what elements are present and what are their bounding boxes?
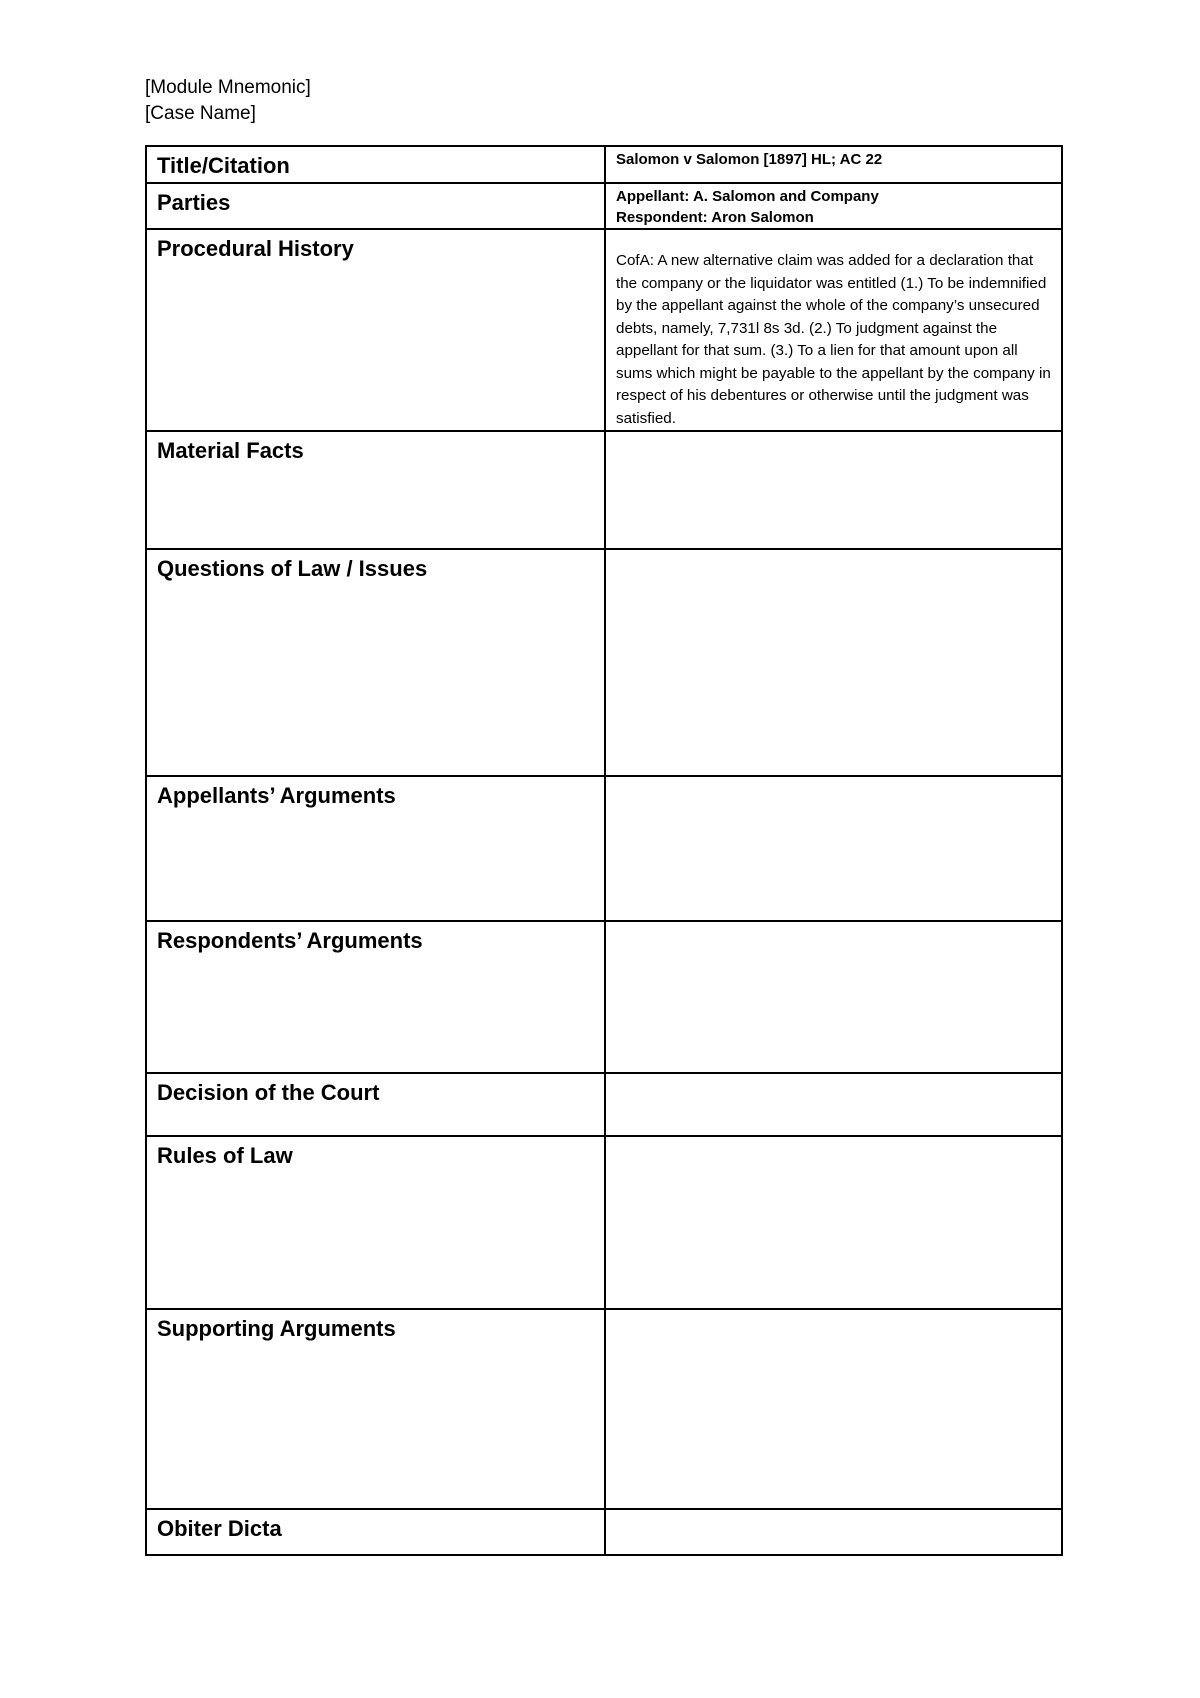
- row-respondents-arguments: [146, 921, 1062, 1073]
- label-material-facts: Material Facts: [146, 431, 605, 549]
- label-appellants-arguments: Appellants’ Arguments: [146, 776, 605, 921]
- value-appellants-arguments[interactable]: [605, 776, 1062, 921]
- respondent-text: Respondent: Aron Salomon: [616, 209, 814, 226]
- label-questions-of-law: Questions of Law / Issues: [146, 549, 605, 776]
- value-respondents-arguments[interactable]: [605, 921, 1062, 1073]
- label-procedural-history: Procedural History: [146, 229, 605, 431]
- label-rules-of-law: Rules of Law: [146, 1136, 605, 1309]
- value-title-citation[interactable]: [605, 146, 1062, 183]
- row-appellants-arguments: [146, 776, 1062, 921]
- row-decision-of-court: [146, 1073, 1062, 1136]
- citation-text: Salomon v Salomon [1897] HL; AC 22: [616, 151, 883, 168]
- appellant-text: Appellant: A. Salomon and Company: [616, 188, 879, 205]
- label-supporting-arguments: Supporting Arguments: [146, 1309, 605, 1509]
- value-procedural-history[interactable]: [605, 229, 1062, 431]
- label-parties: Parties: [146, 183, 605, 229]
- row-parties: [146, 183, 1062, 229]
- row-obiter-dicta: [146, 1509, 1062, 1555]
- row-rules-of-law: [146, 1136, 1062, 1309]
- module-mnemonic: [Module Mnemonic]: [145, 77, 311, 98]
- value-obiter-dicta[interactable]: [605, 1509, 1062, 1555]
- row-supporting-arguments: [146, 1309, 1062, 1509]
- row-material-facts: [146, 431, 1062, 549]
- value-questions-of-law[interactable]: [605, 549, 1062, 776]
- label-obiter-dicta: Obiter Dicta: [146, 1509, 605, 1555]
- label-title-citation: Title/Citation: [146, 146, 605, 183]
- label-respondents-arguments: Respondents’ Arguments: [146, 921, 605, 1073]
- value-decision-of-court[interactable]: [605, 1073, 1062, 1136]
- row-questions-of-law: [146, 549, 1062, 776]
- row-procedural-history: [146, 229, 1062, 431]
- value-rules-of-law[interactable]: [605, 1136, 1062, 1309]
- value-parties[interactable]: [605, 183, 1062, 229]
- case-name: [Case Name]: [145, 103, 256, 124]
- label-decision-of-court: Decision of the Court: [146, 1073, 605, 1136]
- row-title-citation: [146, 146, 1062, 183]
- value-supporting-arguments[interactable]: [605, 1309, 1062, 1509]
- procedural-history-text: CofA: A new alternative claim was added for a declaration that the company or the liquidator was entitled (1.) To be indemnified by the appellant against the whole of the company’s unsecured debts, namely, 7,731l 8s 3d. (2.) To judgment against the appellant for that sum. (3.) To a lien for that amount upon all sums which might be payable to the appellant by the company in respect of his debentures or otherwise until the judgment was satisfied.: [616, 252, 1051, 427]
- value-material-facts[interactable]: [605, 431, 1062, 549]
- case-brief-table: [145, 145, 1063, 1556]
